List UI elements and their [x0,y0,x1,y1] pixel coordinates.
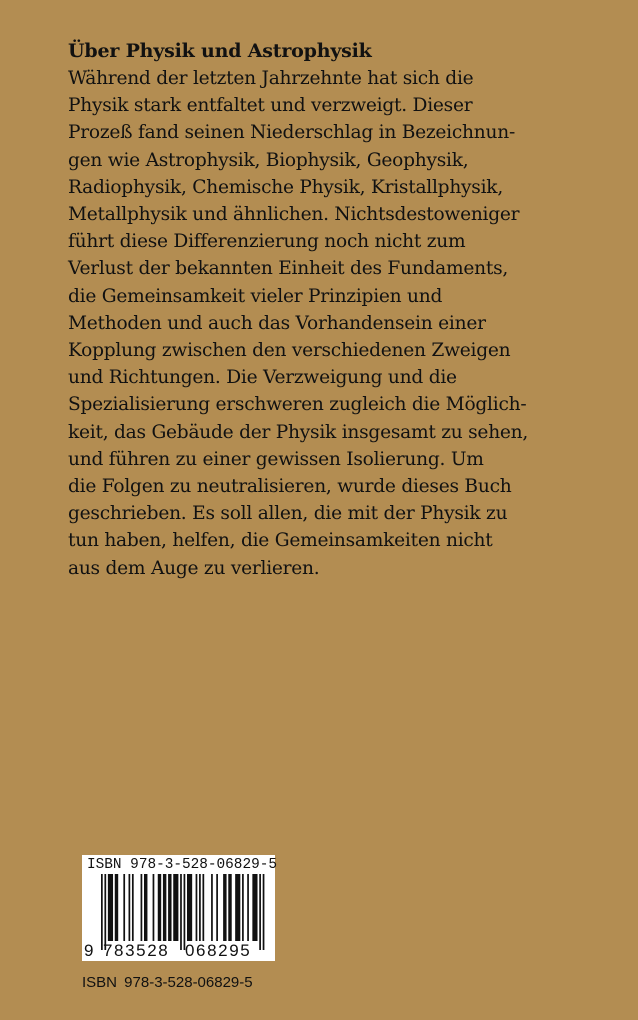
barcode-bar [187,874,192,941]
blurb-line: Verlust der bekannten Einheit des Fundaments, [68,258,509,280]
barcode-bar [141,874,143,941]
barcode-bar [211,874,213,941]
blurb-line: keit, das Gebäude der Physik insgesamt zu sehen, [68,421,529,443]
barcode-guard-bar [184,874,186,950]
blurb-line: geschrieben. Es soll allen, die mit der Physik zu [68,503,508,525]
barcode-bar [223,874,226,941]
barcode-bar [252,874,257,941]
blurb-line: und Richtungen. Die Verzweigung und die [68,367,457,389]
barcode-bar [216,874,218,941]
barcode-bar [196,874,198,941]
blurb-line: tun haben, helfen, die Gemeinsamkeiten nicht [68,530,493,552]
blurb-line: gen wie Astrophysik, Biophysik, Geophysik, [68,149,469,171]
barcode-guard-bar [259,874,261,950]
blurb-text-block [68,37,598,582]
barcode-bar [228,874,231,941]
barcode-bar [163,874,166,941]
barcode-guard-bar [180,874,182,950]
barcode-bar [168,874,171,941]
barcode-bar [247,874,249,941]
blurb-line: Physik stark entfaltet und verzweigt. Dieser [68,95,473,117]
barcode-bar [132,874,134,941]
blurb-line: Spezialisierung erschweren zugleich die Möglich- [68,394,527,416]
barcode-guard-bar [263,874,265,950]
blurb-line: Metallphysik und ähnlichen. Nichtsdestoweniger [68,204,520,226]
barcode-bar [202,874,204,941]
blurb-body [68,65,598,582]
blurb-line: Methoden und auch das Vorhandensein einer [68,312,486,334]
blurb-title: Über Physik und Astrophysik [68,40,372,62]
isbn-footer: ISBN 978-3-528-06829-5 [82,974,253,991]
barcode-right-group: 068295 [185,941,252,960]
barcode-guard-bar [101,874,103,950]
barcode-isbn-label: ISBN 978-3-528-06829-5 [87,857,277,873]
barcode-bar [173,874,178,941]
barcode-bar [158,874,161,941]
blurb-line: die Gemeinsamkeit vieler Prinzipien und [68,285,443,307]
blurb-line: die Folgen zu neutralisieren, wurde dieses Buch [68,476,512,498]
barcode-bar [235,874,240,941]
blurb-line: Kopplung zwischen den verschiedenen Zweigen [68,340,511,362]
blurb-line: Radiophysik, Chemische Physik, Kristallphysik, [68,176,503,198]
barcode-bar [108,874,113,941]
barcode-bar [123,874,125,941]
blurb-line: aus dem Auge zu verlieren. [68,557,320,579]
barcode-bar [144,874,147,941]
barcode-bar [129,874,131,941]
blurb-line: Während der letzten Jahrzehnte hat sich die [68,68,474,89]
barcode-first-digit: 9 [84,941,94,960]
barcode-left-group: 783528 [103,941,170,960]
blurb-line: und führen zu einer gewissen Isolierung. Um [68,448,484,470]
barcode-digits [82,941,275,961]
barcode-bar [242,874,244,941]
ean-barcode [82,855,275,961]
barcode-bar [115,874,118,941]
blurb-line: führt diese Differenzierung noch nicht zum [68,231,466,253]
barcode-guard-bar [104,874,106,950]
barcode-bar [199,874,201,941]
barcode-bar [153,874,155,941]
blurb-line: Prozeß fand seinen Niederschlag in Bezeichnun- [68,122,515,144]
